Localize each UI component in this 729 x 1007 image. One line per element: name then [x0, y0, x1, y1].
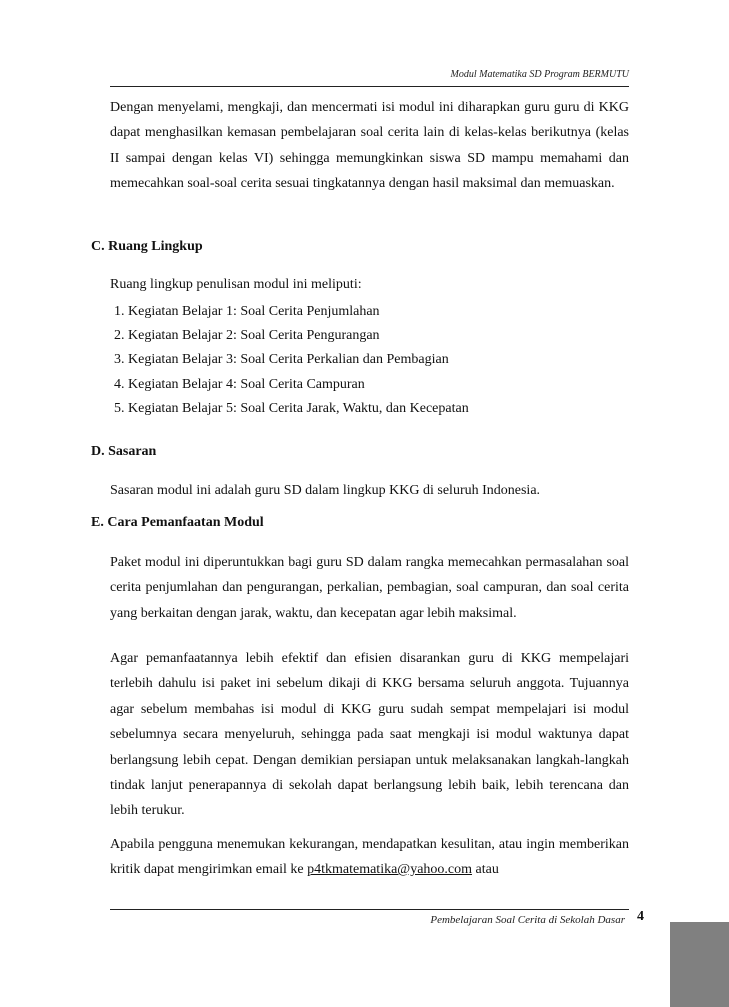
list-item: 3. Kegiatan Belajar 3: Soal Cerita Perkalian dan Pembagian — [114, 352, 449, 368]
running-header: Modul Matematika SD Program BERMUTU — [450, 69, 629, 80]
list-item: 1. Kegiatan Belajar 1: Soal Cerita Penjumlahan — [114, 304, 380, 319]
email-link[interactable]: p4tkmatematika@yahoo.com — [307, 862, 473, 877]
section-e-paragraph-3 — [110, 832, 629, 882]
header-divider — [110, 86, 629, 87]
section-e-paragraph-2: Agar pemanfaatannya lebih efektif dan efisien disarankan guru di KKG mempelajari terlebih dahulu isi paket ini sebelum dikaji di KKG bersama seluruh anggota. Tujuannya agar sebelum membahas isi modul di KKG guru sudah sempat mempelajari isi modul sebelumnya secara menyeluruh, sehingga pada saat mengkaji isi modul waktunya dapat berlangsung lebih cepat. Dengan demikian persiapan untuk melaksanakan langkah-langkah tindak lanjut penerapannya di sekolah dapat berlangsung lebih baik, lebih terencana dan lebih terukur. — [110, 651, 629, 819]
footer-divider — [110, 909, 629, 910]
section-e-heading: E. Cara Pemanfaatan Modul — [91, 515, 264, 530]
intro-paragraph: Dengan menyelami, mengkaji, dan mencermati isi modul ini diharapkan guru guru di KKG dapat menghasilkan kemasan pembelajaran soal cerita lain di kelas-kelas berikutnya (kelas II sampai dengan kelas VI) sehingga memungkinkan siswa SD mampu memahami dan memecahkan soal-soal cerita sesuai tingkatannya dengan hasil maksimal dan memuaskan. — [110, 100, 629, 192]
list-item: 5. Kegiatan Belajar 5: Soal Cerita Jarak, Waktu, dan Kecepatan — [114, 400, 469, 416]
list-item: 4. Kegiatan Belajar 4: Soal Cerita Campuran — [114, 376, 365, 392]
running-footer: Pembelajaran Soal Cerita di Sekolah Dasar — [430, 914, 625, 926]
section-e-paragraph-1: Paket modul ini diperuntukkan bagi guru SD dalam rangka memecahkan permasalahan soal cerita penjumlahan dan pengurangan, perkalian, pembagian, soal campuran, dan soal cerita yang berkaitan dengan jarak, waktu, dan kecepatan agar lebih maksimal. — [110, 555, 629, 621]
section-d-heading: D. Sasaran — [91, 444, 157, 459]
section-c-intro: Ruang lingkup penulisan modul ini meliputi: — [110, 277, 362, 292]
section-c-heading: C. Ruang Lingkup — [91, 239, 203, 254]
page-edge-tab — [670, 922, 729, 1007]
scope-list — [114, 300, 469, 421]
list-item: 2. Kegiatan Belajar 2: Soal Cerita Pengurangan — [114, 328, 380, 344]
paragraph-3-text: Apabila pengguna menemukan kekurangan, mendapatkan kesulitan, atau ingin memberikan kritik dapat mengirimkan email ke — [110, 837, 629, 877]
page-number: 4 — [637, 909, 644, 924]
section-d-paragraph: Sasaran modul ini adalah guru SD dalam lingkup KKG di seluruh Indonesia. — [110, 483, 541, 498]
paragraph-3-tail: atau — [472, 862, 499, 877]
